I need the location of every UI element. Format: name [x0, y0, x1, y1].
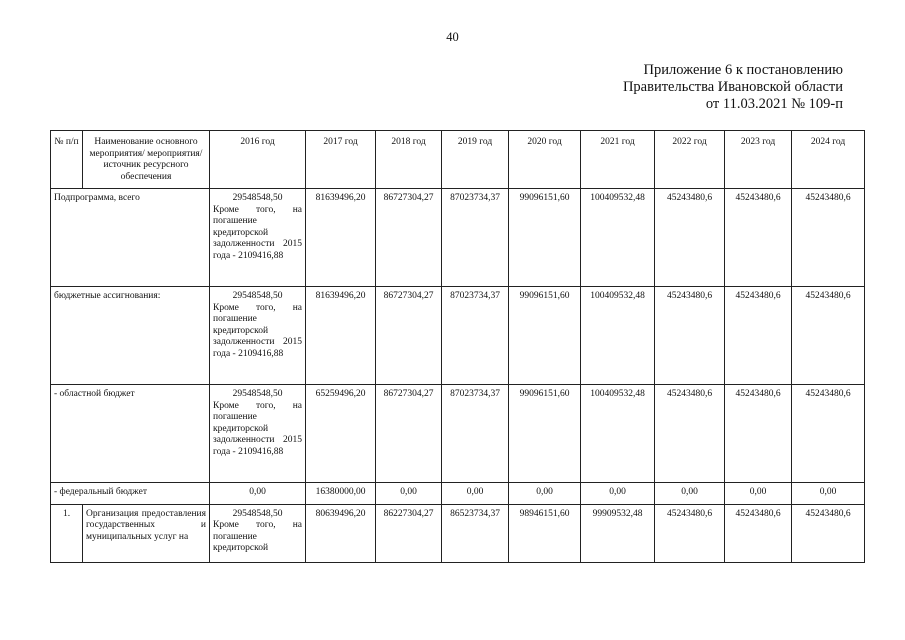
header-2016: 2016 год — [210, 131, 306, 189]
cell-2017: 81639496,20 — [306, 287, 376, 385]
table-row-subprogram-total — [51, 189, 865, 287]
header-2019: 2019 год — [442, 131, 509, 189]
cell-2018: 86727304,27 — [376, 385, 442, 483]
cell-2020: 99096151,60 — [509, 287, 581, 385]
cell-2020: 99096151,60 — [509, 385, 581, 483]
cell-2016-note: Кроме того, на погашение кредиторской задолженности 2015 года - 2109416,88 — [213, 302, 302, 359]
cell-2024: 0,00 — [792, 483, 865, 505]
header-num: № п/п — [51, 131, 83, 189]
row-label: - областной бюджет — [51, 385, 210, 483]
cell-2016-value: 29548548,50 — [232, 291, 283, 301]
cell-2018: 86727304,27 — [376, 287, 442, 385]
cell-2021: 0,00 — [581, 483, 655, 505]
appendix-header — [623, 62, 843, 113]
cell-2020: 99096151,60 — [509, 189, 581, 287]
table-header-row — [51, 131, 865, 189]
cell-2019: 0,00 — [442, 483, 509, 505]
cell-2024: 45243480,6 — [792, 189, 865, 287]
header-2020: 2020 год — [509, 131, 581, 189]
cell-2021: 100409532,48 — [581, 189, 655, 287]
header-2017: 2017 год — [306, 131, 376, 189]
cell-2023: 45243480,6 — [725, 504, 792, 562]
cell-2024: 45243480,6 — [792, 287, 865, 385]
cell-2022: 0,00 — [655, 483, 725, 505]
cell-2023: 45243480,6 — [725, 189, 792, 287]
cell-2019: 87023734,37 — [442, 189, 509, 287]
cell-2018: 86227304,27 — [376, 504, 442, 562]
header-2024: 2024 год — [792, 131, 865, 189]
cell-2016-value: 29548548,50 — [232, 193, 283, 203]
row-label: - федеральный бюджет — [51, 483, 210, 505]
cell-2021: 99909532,48 — [581, 504, 655, 562]
header-name: Наименование основного мероприятия/ мероприятия/источник ресурсного обеспечения — [83, 131, 210, 189]
cell-2023: 0,00 — [725, 483, 792, 505]
cell-2016-note: Кроме того, на погашение кредиторской задолженности 2015 года - 2109416,88 — [213, 400, 302, 457]
table-row-activity-1 — [51, 504, 865, 562]
cell-2017: 65259496,20 — [306, 385, 376, 483]
header-2021: 2021 год — [581, 131, 655, 189]
funding-table — [50, 130, 865, 563]
cell-2017: 80639496,20 — [306, 504, 376, 562]
appendix-line-2: Правительства Ивановской области — [622, 79, 843, 95]
cell-2016 — [210, 189, 306, 287]
cell-2021: 100409532,48 — [581, 385, 655, 483]
cell-2024: 45243480,6 — [792, 385, 865, 483]
table-row-federal-budget — [51, 483, 865, 505]
cell-2017: 16380000,00 — [306, 483, 376, 505]
cell-2022: 45243480,6 — [655, 189, 725, 287]
cell-2022: 45243480,6 — [655, 287, 725, 385]
row-number: 1. — [51, 504, 83, 562]
cell-2016 — [210, 385, 306, 483]
cell-2023: 45243480,6 — [725, 385, 792, 483]
header-2018: 2018 год — [376, 131, 442, 189]
cell-2021: 100409532,48 — [581, 287, 655, 385]
row-label: бюджетные ассигнования: — [51, 287, 210, 385]
table-row-regional-budget — [51, 385, 865, 483]
cell-2016-value: 29548548,50 — [232, 389, 283, 399]
cell-2016: 0,00 — [210, 483, 306, 505]
cell-2018: 0,00 — [376, 483, 442, 505]
table-row-budget-allocations — [51, 287, 865, 385]
cell-2016 — [210, 287, 306, 385]
cell-2019: 87023734,37 — [442, 287, 509, 385]
appendix-line-1: Приложение 6 к постановлению — [643, 62, 843, 78]
cell-2022: 45243480,6 — [655, 385, 725, 483]
cell-2024: 45243480,6 — [792, 504, 865, 562]
cell-2017: 81639496,20 — [306, 189, 376, 287]
cell-2019: 86523734,37 — [442, 504, 509, 562]
cell-2023: 45243480,6 — [725, 287, 792, 385]
cell-2020: 0,00 — [509, 483, 581, 505]
appendix-line-3: от 11.03.2021 № 109-п — [705, 96, 843, 112]
cell-2016 — [210, 504, 306, 562]
header-2022: 2022 год — [655, 131, 725, 189]
cell-2022: 45243480,6 — [655, 504, 725, 562]
cell-2016-value: 29548548,50 — [232, 508, 283, 519]
cell-2018: 86727304,27 — [376, 189, 442, 287]
row-label: Организация предоставления государственных и муниципальных услуг на — [83, 504, 210, 562]
cell-2020: 98946151,60 — [509, 504, 581, 562]
cell-2016-note: Кроме того, на погашение кредиторской задолженности 2015 года - 2109416,88 — [213, 204, 302, 261]
row-label: Подпрограмма, всего — [51, 189, 210, 287]
header-2023: 2023 год — [725, 131, 792, 189]
cell-2019: 87023734,37 — [442, 385, 509, 483]
cell-2016-note: Кроме того, на погашение кредиторской — [213, 520, 302, 553]
page-number: 40 — [446, 30, 459, 44]
